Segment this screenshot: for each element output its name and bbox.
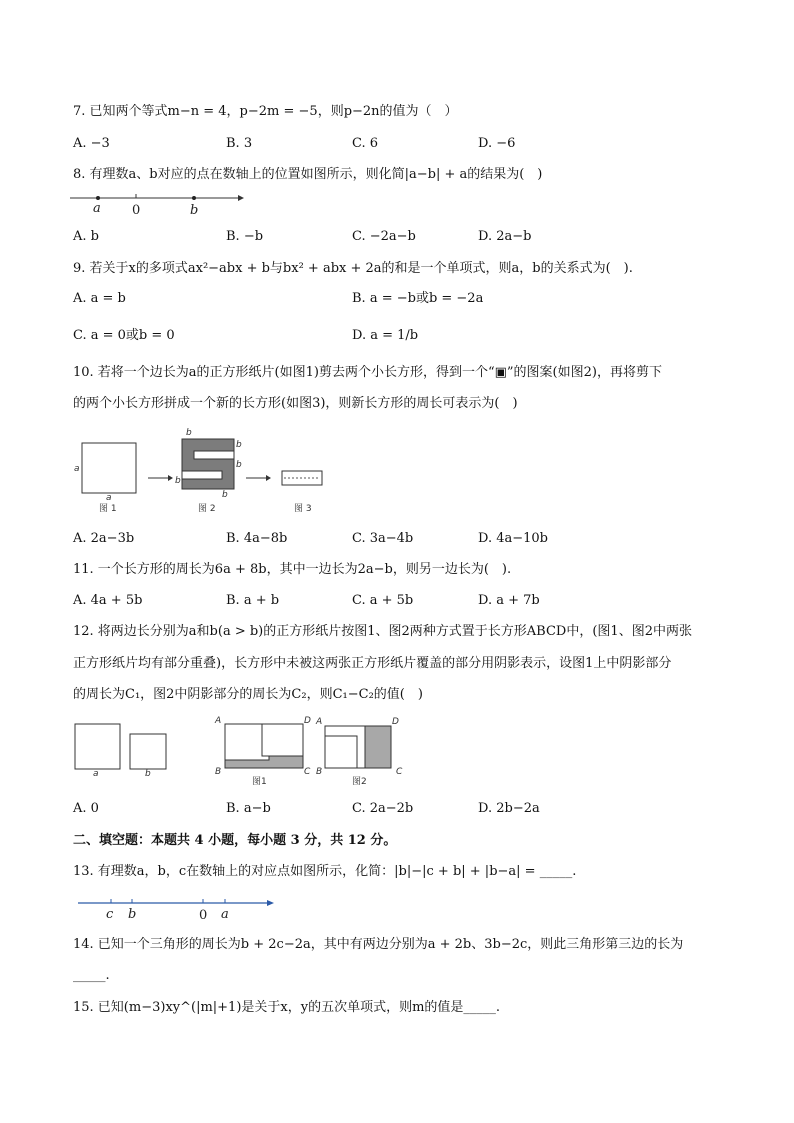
q15-stem: 15. 已知(m−3)xy^(|m|+1)是关于x，y的五次单项式，则m的值是_____. [73, 1000, 501, 1015]
q12-fig1-label-A: A [215, 716, 222, 726]
q10-fig1-bottom-label: a [106, 493, 112, 503]
q13-label-b: b [128, 907, 137, 922]
q9-option-b: B. a = −b或b = −2a [352, 291, 484, 306]
q12-stem-line2: 正方形纸片均有部分重叠)，长方形中未被这两张正方形纸片覆盖的部分用阴影表示，设图1上中阴影部分 [73, 656, 672, 671]
q10-fig2-label-b5: b [222, 490, 228, 500]
q7-option-b: B. 3 [226, 136, 253, 151]
q12-option-d: D. 2b−2a [478, 801, 540, 816]
q8-label-b: b [190, 203, 199, 218]
q10-stem-line2: 的两个小长方形拼成一个新的长方形(如图3)，则新长方形的周长可表示为( ) [73, 396, 518, 411]
q11-option-c: C. a + 5b [352, 593, 414, 608]
q12-fig2-label-C: C [396, 767, 403, 777]
q8-stem: 8. 有理数a、b对应的点在数轴上的位置如图所示，则化简|a−b| + a的结果为( ) [73, 167, 543, 182]
q12-fig2-label-A: A [316, 717, 323, 727]
q10-option-b: B. 4a−8b [226, 531, 288, 546]
q10-fig1-caption: 图 1 [99, 504, 117, 514]
q11-option-d: D. a + 7b [478, 593, 540, 608]
q14-stem-line1: 14. 已知一个三角形的周长为b + 2c−2a，其中有两边分别为a + 2b、3b−2c，则此三角形第三边的长为 [73, 937, 684, 952]
q7-option-a: A. −3 [73, 136, 110, 151]
q10-option-a: A. 2a−3b [73, 531, 135, 546]
q12-fig1-label-B: B [215, 767, 222, 777]
q12-fig1-label-C: C [304, 767, 311, 777]
q11-option-a: A. 4a + 5b [73, 593, 143, 608]
q9-option-c: C. a = 0或b = 0 [73, 328, 175, 343]
q10-stem-line1: 10. 若将一个边长为a的正方形纸片(如图1)剪去两个小长方形，得到一个“▣”的图案(如图2)，再将剪下 [73, 365, 662, 380]
q7-option-d: D. −6 [478, 136, 516, 151]
q8-option-d: D. 2a−b [478, 229, 532, 244]
q10-fig2-label-b2: b [236, 440, 242, 450]
q13-label-c: c [106, 907, 114, 922]
q10-fig2-label-b1: b [186, 428, 192, 438]
q13-stem: 13. 有理数a，b，c在数轴上的对应点如图所示，化简：|b|−|c + b| + |b−a| = _____. [73, 864, 577, 879]
q8-label-a: a [93, 201, 101, 216]
q10-fig2-caption: 图 2 [198, 504, 216, 514]
section-heading-fill-in: 二、填空题：本题共 4 小题，每小题 3 分，共 12 分。 [73, 833, 397, 848]
q10-option-c: C. 3a−4b [352, 531, 414, 546]
q8-number-line [70, 190, 245, 220]
q13-label-a: a [221, 907, 229, 922]
q10-option-d: D. 4a−10b [478, 531, 549, 546]
q8-option-c: C. −2a−b [352, 229, 416, 244]
q13-number-line [78, 896, 278, 924]
q8-label-0: 0 [132, 203, 141, 218]
q12-fig1-caption: 图1 [252, 777, 267, 787]
q12-label-a: a [93, 769, 99, 779]
q10-fig1-side-label: a [74, 464, 80, 474]
q10-fig2-label-b4: b [175, 476, 181, 486]
q12-figure [72, 714, 417, 794]
q11-stem: 11. 一个长方形的周长为6a + 8b，其中一边长为2a−b，则另一边长为( ). [73, 562, 512, 577]
q12-fig2-caption: 图2 [352, 777, 367, 787]
q10-figure [72, 425, 332, 517]
q9-stem: 9. 若关于x的多项式ax²−abx + b与bx² + abx + 2a的和是一个单项式，则a，b的关系式为( ). [73, 261, 633, 276]
q12-fig2-label-D: D [392, 717, 399, 727]
q8-option-a: A. b [73, 229, 99, 244]
q8-option-b: B. −b [226, 229, 264, 244]
q14-stem-line2: _____. [73, 968, 110, 983]
q12-stem-line3: 的周长为C₁，图2中阴影部分的周长为C₂，则C₁−C₂的值( ) [73, 687, 423, 702]
q11-option-b: B. a + b [226, 593, 280, 608]
q12-fig1-label-D: D [304, 716, 311, 726]
q9-option-d: D. a = 1/b [352, 328, 419, 343]
q9-option-a: A. a = b [73, 291, 126, 306]
q7-stem: 7. 已知两个等式m−n = 4，p−2m = −5，则p−2n的值为（ ） [73, 104, 458, 119]
q12-option-a: A. 0 [73, 801, 99, 816]
q10-fig3-caption: 图 3 [294, 504, 312, 514]
q12-option-b: B. a−b [226, 801, 271, 816]
q7-option-c: C. 6 [352, 136, 379, 151]
q12-option-c: C. 2a−2b [352, 801, 414, 816]
q12-fig2-label-B: B [316, 767, 323, 777]
q10-fig2-label-b3: b [236, 460, 242, 470]
q12-stem-line1: 12. 将两边长分别为a和b(a > b)的正方形纸片按图1、图2两种方式置于长方形ABCD中，(图1、图2中两张 [73, 624, 692, 639]
q13-label-0: 0 [199, 908, 208, 923]
q12-label-b: b [145, 769, 151, 779]
